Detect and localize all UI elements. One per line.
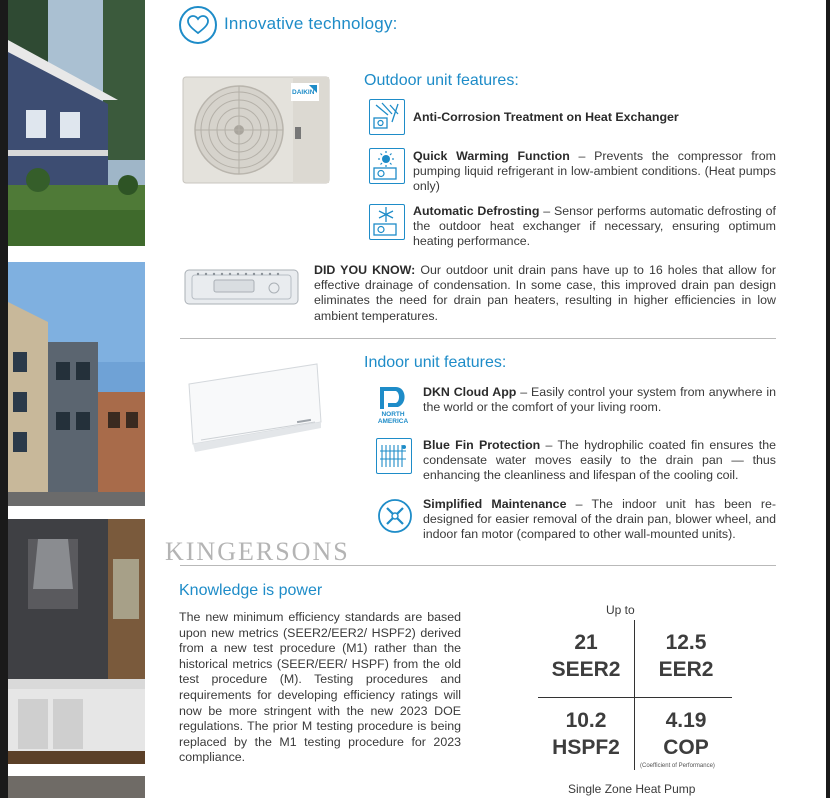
north-america-badge: NORTH AMERICA bbox=[377, 411, 409, 425]
page-title: Innovative technology: bbox=[224, 14, 398, 33]
watermark: KINGERSONS bbox=[165, 537, 350, 566]
heart-icon bbox=[179, 6, 217, 44]
outdoor-feature-anti-corrosion: Anti-Corrosion Treatment on Heat Exchanger bbox=[413, 110, 679, 124]
outdoor-feature-auto-defrost: Automatic Defrosting – Sensor performs automatic defrosting of the outdoor heat exchanger if necessary, ensuring optimum heating performance. bbox=[413, 204, 776, 249]
rating-seer2: 21 SEER2 bbox=[551, 631, 621, 681]
sun-warming-icon bbox=[369, 148, 405, 184]
defrost-icon bbox=[369, 204, 405, 240]
photo-apartments bbox=[8, 262, 145, 506]
indoor-feature-maintenance: Simplified Maintenance – The indoor unit has been re-designed for easier removal of the drain pan, blower wheel, and indoor fan motor (compared to other wall-mounted units). bbox=[423, 497, 776, 542]
dkn-app-icon bbox=[374, 383, 412, 427]
indoor-unit-image bbox=[183, 360, 323, 455]
right-frame bbox=[826, 0, 830, 798]
drain-pan-image bbox=[184, 266, 299, 308]
left-frame bbox=[0, 0, 8, 798]
indoor-feature-dkn-cloud: DKN Cloud App – Easily control your system from anywhere in the world or the comfort of your living room. bbox=[423, 385, 776, 415]
rating-cop: 4.19 COP bbox=[663, 709, 709, 759]
photo-kitchen bbox=[8, 519, 145, 764]
indoor-section-title: Indoor unit features: bbox=[364, 354, 507, 371]
knowledge-title: Knowledge is power bbox=[179, 582, 323, 599]
corrosion-icon bbox=[369, 99, 405, 135]
rating-hspf2: 10.2 HSPF2 bbox=[552, 709, 620, 759]
up-to-label: Up to bbox=[606, 603, 635, 617]
photo-house bbox=[8, 0, 145, 246]
rating-eer2: 12.5 EER2 bbox=[658, 631, 714, 681]
maintenance-icon bbox=[376, 497, 414, 535]
outdoor-feature-quick-warming: Quick Warming Function – Prevents the compressor from pumping liquid refrigerant in low-ambient conditions. (Heat pumps only) bbox=[413, 149, 776, 194]
knowledge-body: The new minimum efficiency standards are based upon new metrics (SEER2/EER2/ HSPF2) derived from a new test procedure (M1) rather than the historical metrics (SEER/EER/ HSPF) from the old test procedure (M). Testing procedures and requirements for developing efficiency ratings will now be more stringent with the new 2023 DOE regulations. The prior M testing procedure is being replaced by the M1 testing procedure for 2023 compliance. bbox=[179, 610, 461, 765]
blue-fin-icon bbox=[376, 438, 412, 474]
brand-logo: DAIKIN bbox=[292, 89, 315, 96]
did-you-know-text: DID YOU KNOW: Our outdoor unit drain pans have up to 16 holes that allow for effective drainage of condensation. In some case, this improved drain pan design eliminates the need for drain pan heaters, resulting in higher efficiencies in low ambient temperatures. bbox=[314, 263, 776, 323]
photo-bottom bbox=[8, 776, 145, 798]
ratings-caption: Single Zone Heat Pump bbox=[568, 782, 696, 796]
outdoor-section-title: Outdoor unit features: bbox=[364, 72, 519, 89]
outdoor-unit-image bbox=[181, 75, 331, 185]
section-divider bbox=[180, 338, 776, 339]
cop-footnote: (Coefficient of Performance) bbox=[640, 763, 715, 769]
ratings-horizontal-divider bbox=[538, 697, 732, 698]
indoor-feature-blue-fin: Blue Fin Protection – The hydrophilic coated fin ensures the condensate water moves easily to the drain pan — thus enhancing the cleanliness and lifespan of the cooling coil. bbox=[423, 438, 776, 483]
